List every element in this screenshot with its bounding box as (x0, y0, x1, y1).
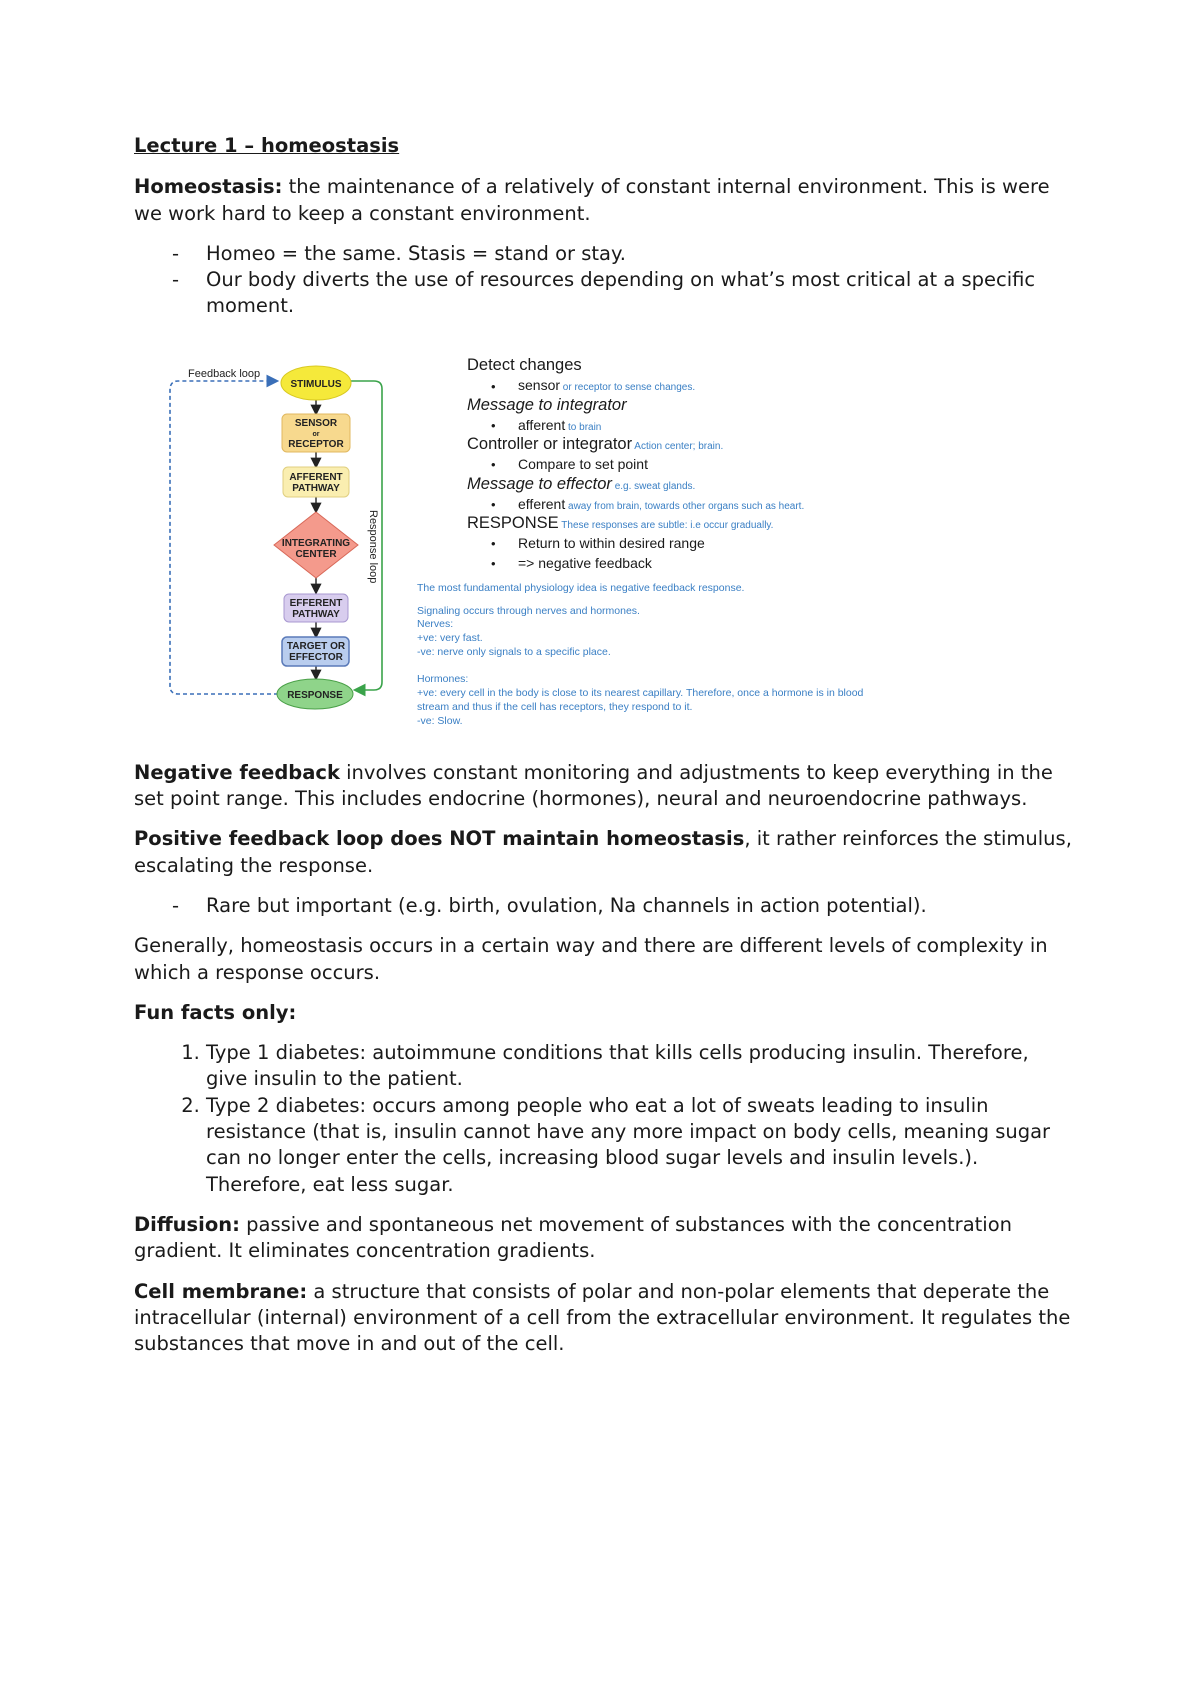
svg-text:EFFECTOR: EFFECTOR (289, 651, 343, 663)
svg-text:•: • (491, 535, 496, 551)
svg-text:=> negative feedback: => negative feedback (518, 554, 652, 571)
svg-text:Message to effector e.g. swea: Message to effector e.g. sweat glands. (467, 474, 696, 493)
negative-feedback-paragraph: Negative feedback involves constant monitoring and adjustments to keep everything in the set point range. This includes endocrine (hormones), neural and neuroendocrine pathways. (134, 760, 1053, 811)
svg-text:Hormones:: Hormones: (417, 672, 469, 685)
svg-text:Compare to set point: Compare to set point (518, 455, 648, 472)
svg-text:efferent away from brain, towa: efferent away from brain, towards other organs such as heart. (518, 495, 805, 512)
cell-membrane-paragraph: Cell membrane: a structure that consists of polar and non-polar elements that deperate the intracellular (internal) environment of a cell from the extracellular environment. It regulates the substances that move in and out of the cell. (134, 1279, 1071, 1356)
list-item: 1. Type 1 diabetes: autoimmune conditions that kills cells producing insulin. Therefore, give insulin to the patient. (206, 1040, 1074, 1093)
term: Homeostasis: (134, 175, 283, 199)
svg-text:•: • (491, 378, 496, 394)
generally-paragraph: Generally, homeostasis occurs in a certain way and there are different levels of complexity in which a response occurs. (134, 934, 1048, 984)
page-title: Lecture 1 – homeostasis (134, 134, 400, 157)
svg-text:-ve: Slow.: -ve: Slow. (417, 714, 463, 727)
svg-text:The most fundamental physiolog: The most fundamental physiology idea is negative feedback response. (417, 581, 745, 594)
positive-feedback-list (134, 893, 1074, 919)
list-item: - Our body diverts the use of resources depending on what’s most critical at a specific moment. (134, 267, 1074, 320)
svg-text:RESPONSE: RESPONSE (287, 689, 343, 701)
response-loop-label: Response loop (367, 509, 379, 584)
svg-text:Return to within desired range: Return to within desired range (518, 534, 705, 551)
svg-text:•: • (491, 456, 496, 472)
svg-text:CENTER: CENTER (295, 548, 337, 560)
svg-text:stream and thus if the cell ha: stream and thus if the cell has receptors, they respond to it. (417, 700, 693, 713)
svg-text:PATHWAY: PATHWAY (292, 608, 340, 620)
feedback-loop-label: Feedback loop (188, 367, 261, 380)
homeostasis-list (134, 241, 1074, 320)
list-item: - Rare but important (e.g. birth, ovulation, Na channels in action potential). (134, 893, 1074, 919)
svg-text:-ve: nerve only signals to a s: -ve: nerve only signals to a specific place. (417, 645, 611, 658)
svg-text:•: • (491, 555, 496, 571)
svg-text:SENSOR: SENSOR (294, 417, 338, 429)
svg-text:Detect changes: Detect changes (467, 355, 582, 374)
fun-facts-heading: Fun facts only: (134, 1000, 297, 1024)
svg-text:RESPONSE These responses are s: RESPONSE These responses are subtle: i.e occur gradually. (467, 513, 774, 532)
svg-text:STIMULUS: STIMULUS (290, 378, 342, 390)
diagram-blue-notes (417, 582, 864, 727)
svg-text:Nerves:: Nerves: (417, 617, 454, 630)
svg-text:sensor or receptor to sense ch: sensor or receptor to sense changes. (518, 376, 696, 393)
positive-feedback-paragraph: Positive feedback loop does NOT maintain homeostasis, it rather reinforces the stimulus, escalating the response. (134, 827, 1072, 877)
homeostasis-paragraph: Homeostasis: the maintenance of a relatively of constant internal environment. This is were we work hard to keep a constant environment. (134, 175, 1050, 225)
svg-text:+ve: very fast.: +ve: very fast. (417, 631, 483, 644)
document-page (134, 133, 1074, 1371)
svg-text:EFFERENT: EFFERENT (289, 597, 343, 609)
svg-text:Message to integrator: Message to integrator (467, 395, 627, 414)
list-item: - Homeo = the same. Stasis = stand or stay. (134, 241, 1074, 267)
svg-text:Controller or integrator Actio: Controller or integrator Action center; brain. (467, 434, 724, 453)
svg-text:afferent to brain: afferent to brain (518, 416, 602, 433)
fun-facts-list (134, 1040, 1074, 1198)
svg-text:or: or (312, 430, 320, 438)
svg-text:PATHWAY: PATHWAY (292, 482, 340, 494)
diagram-notes (467, 356, 804, 571)
svg-text:AFFERENT: AFFERENT (289, 471, 343, 483)
svg-text:•: • (491, 496, 496, 512)
svg-text:INTEGRATING: INTEGRATING (281, 537, 351, 549)
list-item: 2. Type 2 diabetes: occurs among people who eat a lot of sweats leading to insulin resistance (that is, insulin cannot have any more impact on body cells, meaning sugar can no longer enter the cells, increasing blood sugar levels and insulin levels.). Therefore, eat less sugar. (206, 1093, 1074, 1198)
diffusion-paragraph: Diffusion: passive and spontaneous net movement of substances with the concentration gradient. It eliminates concentration gradients. (134, 1212, 1012, 1263)
svg-text:•: • (491, 417, 496, 433)
svg-text:+ve: every cell in the body is: +ve: every cell in the body is close to its nearest capillary. Therefore, once a hormone is in blood (417, 686, 864, 699)
feedback-loop-line (170, 381, 278, 694)
svg-text:Signaling occurs through nerve: Signaling occurs through nerves and hormones. (417, 604, 640, 617)
svg-text:RECEPTOR: RECEPTOR (288, 438, 344, 450)
homeostasis-diagram (160, 340, 960, 738)
svg-text:TARGET OR: TARGET OR (286, 640, 346, 652)
flowchart (160, 340, 960, 738)
